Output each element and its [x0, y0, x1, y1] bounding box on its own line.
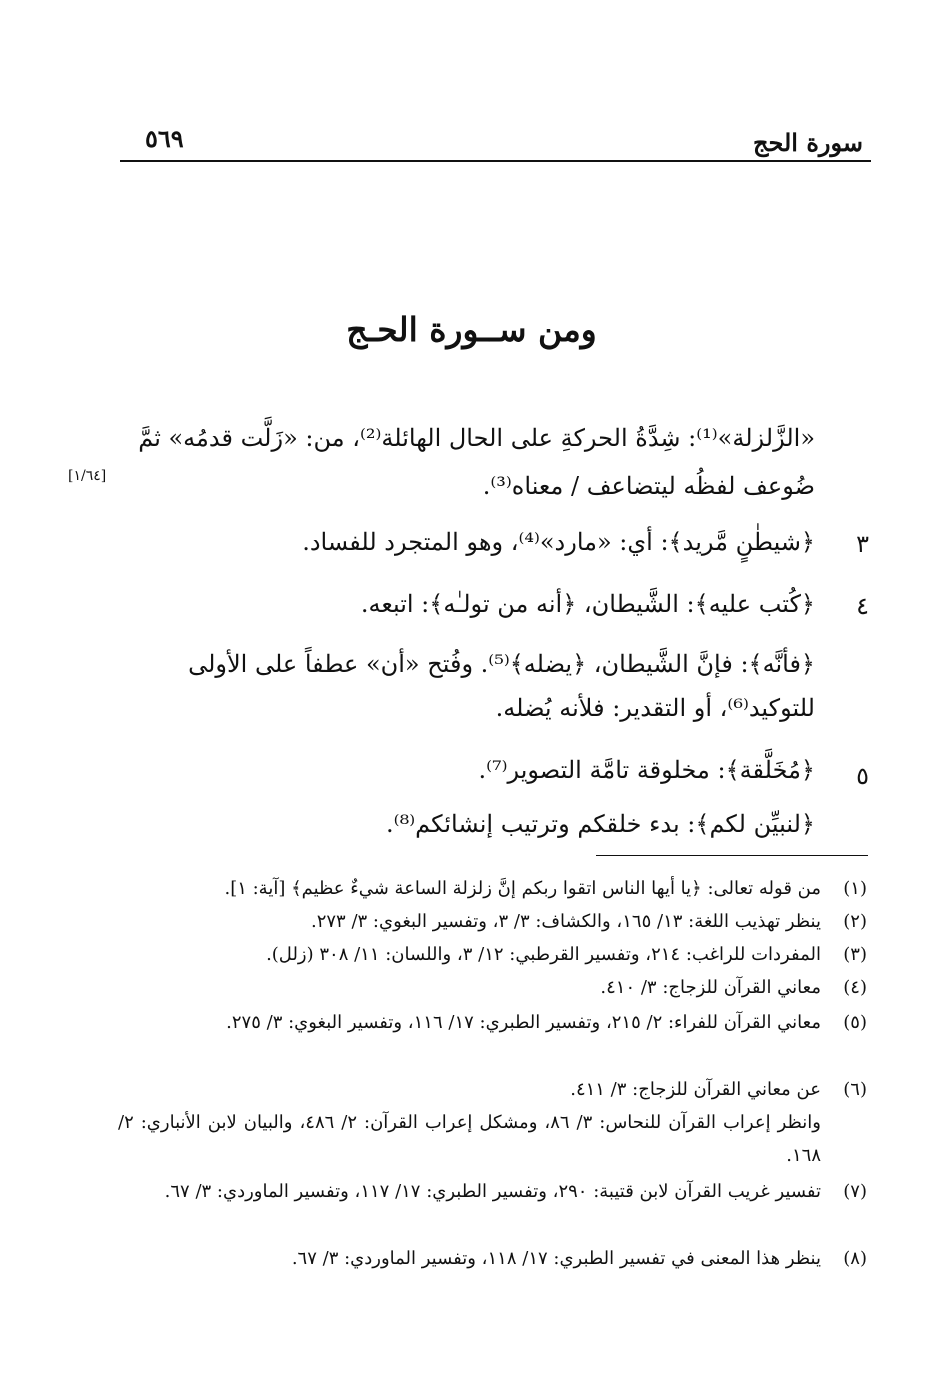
page-number: ٥٦٩ [145, 124, 184, 153]
footnote-number: (٥) [843, 1012, 867, 1033]
header-rule [120, 160, 871, 162]
verse-commentary: ﴿كُتب عليه﴾: الشَّيطان، ﴿أنه من تولـٰه﴾: اتبعه. [360, 590, 815, 618]
footnote [118, 905, 867, 938]
chapter-title: ومن ســورة الحـج [346, 310, 597, 349]
verse-commentary: ﴿فأنَّه﴾: فإنَّ الشَّيطان، ﴿يضله﴾⁽⁵⁾. وفُتح «أن» عطفاً على الأولى [188, 650, 815, 678]
footnote [118, 872, 867, 905]
footnote [118, 1006, 867, 1039]
paragraph-line: ضُوعف لفظُه ليتضاعف / معناه⁽³⁾. [482, 472, 815, 500]
footnote-text: وانظر إعراب القرآن للنحاس: ٣/ ٨٦، ومشكل إعراب القرآن: ٢/ ٤٨٦، والبيان لابن الأنباري: ٢/ ١٦٨. [118, 1112, 821, 1166]
margin-page-reference: [١/٦٤] [68, 468, 107, 484]
verse-number: ٥ [856, 762, 869, 790]
footnote-number: (٤) [843, 977, 867, 998]
footnote [118, 938, 867, 971]
footnote-number: (٨) [843, 1248, 867, 1269]
footnote-text: معاني القرآن للفراء: ٢/ ٢١٥، وتفسير الطبري: ١٧/ ١١٦، وتفسير البغوي: ٣/ ٢٧٥. [226, 1012, 821, 1033]
footnote-text: ينظر هذا المعنى في تفسير الطبري: ١٧/ ١١٨، وتفسير الماوردي: ٣/ ٦٧. [291, 1248, 821, 1269]
paragraph-line: «الزَّلزلة»⁽¹⁾: شِدَّةُ الحركةِ على الحال الهائلة⁽²⁾، من: «زَلَّت قدمُه» ثمَّ [138, 424, 815, 452]
footnote-text: معاني القرآن للزجاج: ٣/ ٤١٠. [600, 977, 821, 998]
footnote-text: عن معاني القرآن للزجاج: ٣/ ٤١١. [570, 1079, 821, 1100]
running-title: سورة الحج [753, 128, 863, 157]
footnote [118, 1242, 867, 1275]
verse-commentary: ﴿لنبيِّن لكم﴾: بدء خلقكم وترتيب إنشائكم⁽⁸⁾. [386, 810, 815, 838]
footnote-text: من قوله تعالى: ﴿يا أيها الناس اتقوا ربكم إنَّ زلزلة الساعة شيءٌ عظيم﴾ [آية: ١]. [224, 878, 821, 899]
footnote-number: (٦) [843, 1079, 867, 1100]
footnote-text: ينظر تهذيب اللغة: ١٣/ ١٦٥، والكشاف: ٣/ ٣، وتفسير البغوي: ٣/ ٢٧٣. [310, 911, 821, 932]
footnote-separator [596, 855, 868, 856]
footnote-number: (٧) [843, 1181, 867, 1202]
verse-number: ٣ [856, 530, 869, 558]
footnote-number: (١) [843, 878, 867, 899]
footnote-number: (٢) [843, 911, 867, 932]
footnote-text: تفسير غريب القرآن لابن قتيبة: ٢٩٠، وتفسير الطبري: ١٧/ ١١٧، وتفسير الماوردي: ٣/ ٦٧. [164, 1181, 821, 1202]
verse-number: ٤ [856, 592, 869, 620]
verse-commentary: ﴿شيطٰنٍ مَّريد﴾: أي: «مارد»⁽⁴⁾، وهو المتجرد للفساد. [302, 528, 815, 556]
footnote-text: المفردات للراغب: ٢١٤، وتفسير القرطبي: ١٢/ ٣، واللسان: ١١/ ٣٠٨ (زلل). [266, 944, 821, 965]
footnote-number: (٣) [843, 944, 867, 965]
verse-commentary: للتوكيد⁽⁶⁾، أو التقدير: فلأنه يُضله. [495, 694, 815, 722]
footnote [118, 1073, 867, 1172]
footnote [118, 971, 867, 1004]
verse-commentary: ﴿مُخَلَّقة﴾: مخلوقة تامَّة التصوير⁽⁷⁾. [478, 756, 815, 784]
footnote [118, 1175, 867, 1208]
